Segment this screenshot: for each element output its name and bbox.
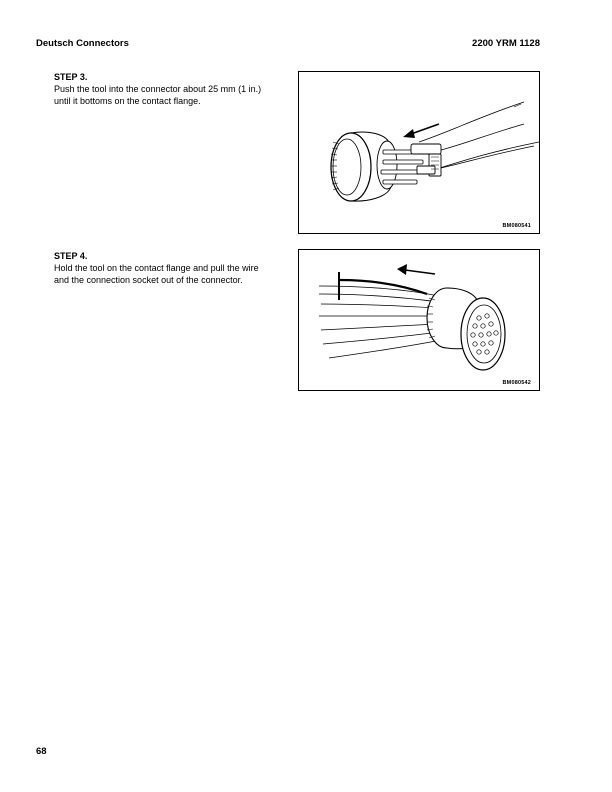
- step-3-block: [54, 71, 274, 107]
- connector-push-tool-illustration: [299, 72, 540, 234]
- step-3-figure-code: BM080541: [502, 223, 531, 229]
- step-3-title: STEP 3.: [54, 72, 88, 82]
- step-3-text: Push the tool into the connector about 25 mm (1 in.) until it bottoms on the contact flange.: [54, 84, 262, 106]
- step-4-figure-code: BM080542: [502, 380, 531, 386]
- step-4-figure: [298, 249, 540, 391]
- step-4-title: STEP 4.: [54, 251, 88, 261]
- page-number: 68: [36, 746, 47, 757]
- step-4-block: [54, 250, 274, 286]
- section-title: Deutsch Connectors: [36, 38, 129, 49]
- document-number: 2200 YRM 1128: [472, 38, 540, 49]
- step-4-text: Hold the tool on the contact flange and pull the wire and the connection socket out of the connector.: [54, 263, 259, 285]
- step-3-figure: [298, 71, 540, 234]
- connector-pull-wire-illustration: [299, 250, 540, 391]
